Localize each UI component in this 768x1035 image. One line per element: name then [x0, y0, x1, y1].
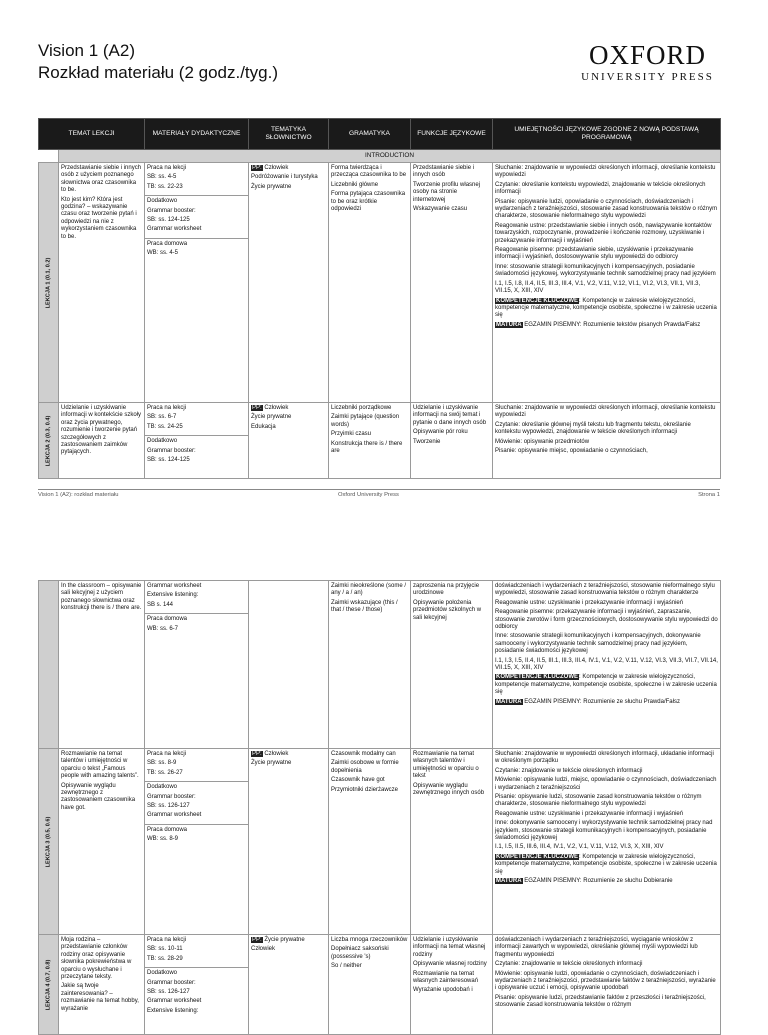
materials-line: Dodatkowo: [147, 784, 178, 791]
grammar-text: Dopełniacz saksoński (possessive 's): [331, 946, 389, 960]
materials-line: SB: ss. 8-9: [147, 760, 177, 767]
lesson-number: LEKCJA 2 (0.3, 0.4): [44, 415, 51, 466]
grammar-cell: [329, 935, 411, 1035]
key-competences-badge: KOMPETENCJE KLUCZOWE: [496, 297, 579, 304]
materials-cell: [145, 935, 249, 1035]
section-label: INTRODUCTION: [59, 150, 721, 163]
topic-cell: [59, 403, 145, 479]
skill-entry: Czytanie: określanie kontekstu wypowiedzi, znajdowanie w tekście określonych informacji: [495, 181, 706, 196]
materials-group: [145, 165, 248, 196]
footer-left: Vision 1 (A2): rozkład materiału: [38, 492, 119, 498]
materials-line: Grammar worksheet: [147, 998, 202, 1005]
col-header-vocab: TEMATYKA SŁOWNICTWO: [249, 119, 329, 150]
materials-line: Grammar booster:: [147, 207, 196, 214]
col-header-grammar: GRAMATYKA: [329, 119, 411, 150]
materials-line: Grammar worksheet: [147, 226, 202, 233]
materials-group: [145, 241, 248, 262]
col-header-functions: FUNKCJE JĘZYKOWE: [411, 119, 493, 150]
function-text: Rozmawianie na temat własnych talentów i umiejętności w oparciu o tekst: [413, 751, 479, 780]
materials-line: TB: ss. 22-23: [147, 183, 183, 190]
skill-entry: Reagowanie ustne: uzyskiwanie i przekazywanie informacji i wyjaśnień: [495, 810, 684, 817]
grammar-text: So / neither: [331, 963, 362, 970]
vocab-cell: [249, 403, 329, 479]
skill-entry: Słuchanie: znajdowanie w wypowiedzi określonych informacji, określanie kontekstu wypowiedzi: [495, 405, 716, 419]
lesson-number: LEKCJA 3 (0.5, 0.6): [44, 816, 51, 867]
functions-cell: [411, 163, 493, 403]
vocab-entry: PP: Człowiek: [252, 165, 289, 171]
functions-cell: [411, 403, 493, 479]
grammar-text: Przyimki czasu: [331, 431, 372, 438]
materials-line: Grammar worksheet: [147, 812, 202, 819]
skill-entry: doświadczeniach i wydarzeniach z teraźniejszości, stosowanie nieformalnego stylu wypowiedzi, stosowanie zasad konstruowania tekstów o różnym charakterze: [495, 583, 715, 597]
skill-entry: Słuchanie: znajdowanie w wypowiedzi określonych informacji, określanie kontekstu wypowiedzi: [495, 165, 716, 179]
grammar-cell: [329, 163, 411, 403]
document-title: [38, 40, 278, 84]
grammar-text: Forma twierdząca i przecząca czasownika to be: [331, 165, 407, 179]
functions-cell: [411, 935, 493, 1035]
vocab-cell: [249, 749, 329, 935]
curriculum-table-page-2: [38, 580, 721, 1035]
topic-text: In the classroom – opisywanie sali lekcyjnej z użyciem poznanego słownictwa oraz konstrukcji there is / there are.: [61, 583, 142, 612]
lesson-side-label: [39, 163, 59, 403]
core-curriculum-tag: PP:: [252, 405, 262, 411]
title-line-1: Vision 1 (A2): [38, 41, 136, 60]
grammar-text: Zaimki nieokreślone (some / any / a / an): [331, 583, 407, 597]
materials-line: Grammar worksheet: [147, 583, 202, 589]
skill-entry: Mówienie: opisywanie przedmiotów: [495, 438, 590, 445]
topic-cell: [59, 163, 145, 403]
materials-group: [145, 438, 248, 468]
materials-line: SB: ss. 6-7: [147, 414, 177, 421]
grammar-text: Zaimki osobowe w formie dopełnienia: [331, 760, 399, 774]
matura-badge: MATURA: [496, 878, 522, 885]
skill-entry: Reagowanie pisemne: przekazywanie informacji i wyjaśnień, zapraszanie, stosowanie zwrotów i form grzecznościowych, dostosowywanie stylu wypowiedzi do odbiorcy: [495, 609, 718, 631]
vocab-entry: PP: Człowiek: [252, 751, 289, 757]
lesson-row: [39, 749, 721, 935]
materials-line: SB: ss. 126-127: [147, 803, 190, 810]
key-competences-badge: KOMPETENCJE KLUCZOWE: [496, 674, 579, 681]
vocab-cell: [249, 581, 329, 749]
topic-cell: [59, 749, 145, 935]
materials-group: [145, 751, 248, 782]
materials-group: [145, 198, 248, 239]
vocab-entry: Podróżowanie i turystyka: [251, 174, 318, 181]
materials-line: SB: ss. 124-125: [147, 457, 190, 464]
grammar-text: Czasownik modalny can: [331, 751, 396, 757]
materials-line: Praca na lekcji: [147, 405, 187, 411]
materials-line: SB: ss. 10-11: [147, 946, 183, 953]
skill-entry: Mówienie: opisywanie ludzi, opowiadanie o czynnościach, doświadczeniach i wydarzeniach z teraźniejszości, przedstawianie faktów z teraźniejszości, wyrażanie i opisywanie uczuć i emocji, opisywanie upodobań: [495, 970, 716, 992]
materials-cell: [145, 581, 249, 749]
col-header-materials: MATERIAŁY DYDAKTYCZNE: [145, 119, 249, 150]
grammar-text: Liczebniki główne: [331, 181, 379, 188]
vocab-cell: [249, 163, 329, 403]
skill-entry: Słuchanie: znajdowanie w wypowiedzi określonych informacji, układanie informacji w określonym porządku: [495, 751, 714, 765]
materials-line: SB: ss. 4-5: [147, 174, 177, 181]
skill-entry: KOMPETENCJE KLUCZOWE: Kompetencje w zakresie wielojęzyczności, kompetencje matematyczne, kompetencje osobiste, społeczne i w zakresie uczenia się: [495, 674, 717, 696]
grammar-cell: [329, 581, 411, 749]
skill-entry: Inne: stosowanie strategii komunikacyjnych i kompensacyjnych, posiadanie świadomości językowej, wykorzystywanie technik samodzielnej pracy nad językiem: [495, 263, 716, 278]
materials-line: Dodatkowo: [147, 198, 178, 205]
core-curriculum-tag: PP:: [252, 937, 262, 943]
skill-entry: MATURA EGZAMIN PISEMNY: Rozumienie ze słuchu Prawda/Fałsz: [496, 698, 680, 705]
functions-cell: [411, 749, 493, 935]
skills-cell: [493, 403, 721, 479]
materials-line: Dodatkowo: [147, 970, 178, 977]
col-header-topic: TEMAT LEKCJI: [39, 119, 145, 150]
lesson-side-label: [39, 581, 59, 749]
materials-line: WB: ss. 8-9: [147, 836, 179, 843]
vocab-entry: Życie prywatne: [251, 414, 292, 421]
topic-cell: [59, 935, 145, 1035]
materials-cell: [145, 403, 249, 479]
function-text: Udzielanie i uzyskiwanie informacji na swój temat i pytanie o dane innych osób: [413, 405, 487, 426]
materials-line: Praca na lekcji: [147, 937, 187, 943]
topic-cell: [59, 581, 145, 749]
skill-entry: Czytanie: określanie głównej myśli tekstu lub fragmentu tekstu, określanie kontekstu wypowiedzi, znajdowanie w tekście określonych informacji: [495, 421, 691, 436]
function-text: Wyrażanie upodobań i: [413, 987, 473, 994]
materials-line: Praca domowa: [147, 240, 188, 247]
skill-entry: Czytanie: znajdowanie w tekście określonych informacji: [495, 767, 643, 774]
footer-center: Oxford University Press: [338, 492, 399, 498]
materials-line: TB: ss. 28-29: [147, 955, 183, 962]
skill-entry: Inne: stosowanie strategii komunikacyjnych i kompensacyjnych, dokonywanie samooceny i wykorzystywanie technik samodzielnej pracy nad językiem, posiadanie świadomości językowej: [495, 633, 701, 655]
function-text: Opisywanie pór roku: [413, 429, 468, 436]
vocab-entry: PP: Życie prywatne: [252, 937, 305, 943]
grammar-text: Czasownik have got: [331, 777, 385, 784]
logo-bottom: UNIVERSITY PRESS: [581, 71, 714, 83]
grammar-text: Zaimki wskazujące (this / that / these / those): [331, 599, 398, 614]
lesson-row: [39, 935, 721, 1035]
materials-group: [145, 784, 248, 825]
topic-text: Moja rodzina – przedstawianie członków rodziny oraz opisywanie słownika pokrewieństwa w oparciu o wysłuchane i przeczytane teksty.: [61, 937, 132, 981]
materials-group: [145, 616, 248, 637]
function-text: Opisywanie własnej rodziny: [413, 961, 487, 968]
skill-entry: I.1, I.5, I.8, II.4, II.5, III.3, III.4, V.1, V.2, V.11, V.12, VI.1, VI.2, VI.3, VII.1, VII.3, VII.15, X, XIII, XIV: [495, 280, 701, 295]
materials-line: Grammar booster:: [147, 447, 196, 454]
materials-line: Extensive listening:: [147, 1007, 199, 1014]
topic-text: Opisywanie wyglądu zewnętrznego z zastosowaniem czasownika have got.: [61, 782, 136, 811]
materials-line: SB: ss. 126-127: [147, 989, 190, 996]
materials-line: SB s. 144: [147, 601, 174, 608]
key-competences-badge: KOMPETENCJE KLUCZOWE: [496, 853, 579, 860]
materials-line: Praca domowa: [147, 826, 188, 833]
core-curriculum-tag: PP:: [252, 165, 262, 171]
grammar-text: Przymiotniki dzierżawcze: [331, 786, 399, 793]
function-text: Opisywanie położenia przedmiotów szkolnych w sali lekcyjnej: [413, 599, 482, 621]
skill-entry: doświadczeniach i wydarzeniach z teraźniejszości, wyciąganie wniosków z informacji zawartych w wypowiedzi, określanie głównej myśli wypowiedzi lub fragmentu wypowiedzi: [495, 937, 698, 958]
topic-text: Udzielanie i uzyskiwanie informacji w kontekście szkoły oraz życia prywatnego, rozumienie i tworzenie pytań szczegółowych z zastosowaniem zaimków pytających.: [61, 405, 142, 456]
function-text: Udzielanie i uzyskiwanie informacji na temat własnej rodziny: [413, 937, 486, 958]
skill-entry: KOMPETENCJE KLUCZOWE: Kompetencje w zakresie wielojęzyczności, kompetencje matematyczne, kompetencje osobiste, społeczne i w zakresie uczenia się: [495, 853, 717, 875]
skill-entry: Reagowanie ustne: uzyskiwanie i przekazywanie informacji i wyjaśnień: [495, 599, 684, 606]
page-footer: [38, 489, 720, 498]
materials-cell: [145, 163, 249, 403]
topic-text: Przedstawianie siebie i innych osób z użyciem poznanego słownictwa oraz czasownika to be.: [61, 165, 142, 194]
vocab-cell: [249, 935, 329, 1035]
vocab-entry: Edukacja: [251, 423, 276, 430]
column-header-row: [39, 119, 721, 150]
materials-line: Praca na lekcji: [147, 165, 187, 171]
lesson-row: [39, 163, 721, 403]
skill-entry: MATURA EGZAMIN PISEMNY: Rozumienie tekstów pisanych Prawda/Fałsz: [496, 321, 701, 328]
col-header-skills: UMIEJĘTNOŚCI JĘZYKOWE ZGODNE Z NOWĄ PODSTAWĄ PROGRAMOWĄ: [493, 119, 721, 150]
materials-line: Praca na lekcji: [147, 751, 187, 757]
materials-line: WB: ss. 4-5: [147, 250, 179, 257]
materials-line: SB: ss. 124-125: [147, 217, 190, 224]
function-text: Opisywanie wyglądu zewnętrznego innych osób: [413, 782, 485, 797]
skill-entry: I.1, I.5, II.5, III.6, III.4, IV.1, V.2, V.1, V.11, V.12, VI.3, X, XIII, XIV: [495, 844, 664, 851]
materials-line: TB: ss. 24-25: [147, 423, 183, 430]
grammar-cell: [329, 403, 411, 479]
vocab-entry: Życie prywatne: [251, 760, 292, 767]
materials-group: [145, 405, 248, 436]
skills-cell: [493, 163, 721, 403]
skill-entry: Pisanie: opisywanie ludzi, przedstawianie faktów z przeszłości i teraźniejszości, stosowanie zasad konstruowania tekstów o różnym: [495, 994, 706, 1009]
materials-line: TB: ss. 26-27: [147, 769, 183, 776]
materials-group: [145, 583, 248, 614]
skills-cell: [493, 581, 721, 749]
skills-cell: [493, 935, 721, 1035]
skill-entry: MATURA EGZAMIN PISEMNY: Rozumienie ze słuchu Dobieranie: [496, 878, 673, 885]
skill-entry: Reagowanie ustne: przedstawianie siebie i innych osób, nawiązywanie kontaktów towarzyskich, rozpoczynanie, prowadzenie i kończenie rozmowy, uzyskiwanie i przekazywanie informacji i wyjaśnień: [495, 222, 712, 244]
grammar-text: Forma pytająca czasownika to be oraz krótkie odpowiedzi: [331, 191, 406, 213]
section-row: [39, 150, 721, 163]
materials-group: [145, 937, 248, 968]
logo-top: OXFORD: [588, 40, 707, 70]
skills-cell: [493, 749, 721, 935]
topic-text: Kto jest kim? Która jest godzina? – wskazywanie czasu oraz tworzenie pytań i odpowiedzi na nie z wykorzystaniem czasownika to be.: [61, 196, 137, 240]
grammar-text: Zaimki pytające (question words): [331, 414, 400, 428]
lesson-side-label: [39, 935, 59, 1035]
title-line-2: Rozkład materiału (2 godz./tyg.): [38, 63, 278, 82]
materials-line: WB: ss. 6-7: [147, 625, 179, 632]
lesson-side-label: [39, 403, 59, 479]
lesson-row: [39, 403, 721, 479]
function-text: Rozmawianie na temat własnych zainteresowań: [413, 970, 479, 985]
lesson-number: LEKCJA 4 (0.7, 0.8): [44, 959, 51, 1010]
lesson-row: [39, 581, 721, 749]
skill-entry: I.1, I.3, I.5, II.4, II.5, III.1, III.3, III.4, IV.1, V.1, V.2, V.11, V.12, VI.3, VII.3, VII.7, VII.14, VII.15, X, XIII, XIV: [495, 657, 718, 672]
materials-cell: [145, 749, 249, 935]
materials-line: Extensive listening:: [147, 592, 199, 599]
materials-line: Grammar booster:: [147, 979, 196, 986]
functions-cell: [411, 581, 493, 749]
vocab-entry: Życie prywatne: [251, 183, 292, 190]
grammar-text: Konstrukcja there is / there are: [331, 440, 403, 455]
footer-page-number: Strona 1: [698, 492, 720, 498]
lesson-number: LEKCJA 1 (0.1, 0.2): [44, 257, 51, 308]
grammar-text: Liczebniki porządkowe: [331, 405, 392, 411]
materials-group: [145, 970, 248, 1019]
grammar-cell: [329, 749, 411, 935]
vocab-entry: Człowiek: [251, 946, 276, 953]
skill-entry: Reagowanie pisemne: przedstawianie siebie, uzyskiwanie i przekazywanie informacji i wyjaśnień, dostosowywanie stylu wypowiedzi do odbiorcy: [495, 247, 694, 261]
matura-badge: MATURA: [496, 698, 522, 705]
matura-badge: MATURA: [496, 321, 522, 328]
function-text: zaproszenia na przyjęcie urodzinowe: [413, 583, 480, 597]
topic-text: Jakie są twoje zainteresowania? – rozmawianie na temat hobby, wyrażanie: [61, 983, 139, 1012]
core-curriculum-tag: PP:: [252, 751, 262, 757]
materials-line: Praca domowa: [147, 616, 188, 623]
lesson-side-label: [39, 749, 59, 935]
skill-entry: Pisanie: opisywanie miejsc, opowiadanie o czynnościach,: [495, 448, 648, 455]
curriculum-table-page-1: [38, 118, 721, 479]
function-text: Przedstawianie siebie i innych osób: [413, 165, 475, 179]
skill-entry: Inne: dokonywanie samooceny i wykorzystywanie technik samodzielnej pracy nad językiem, stosowanie strategii komunikacyjnych i kompensacyjnych, posiadanie świadomości językowej: [495, 820, 713, 842]
skill-entry: Czytanie: znajdowanie w tekście określonych informacji: [495, 961, 643, 968]
topic-text: Rozmawianie na temat talentów i umiejętności w oparciu o tekst „Famous people with amazing talents”.: [61, 751, 139, 780]
materials-group: [145, 827, 248, 848]
skill-entry: Pisanie: opisywanie ludzi, opowiadanie o czynnościach, doświadczeniach i wydarzeniach z teraźniejszości, stosowanie zasad konstruowania tekstów o różnym charakterze, stosowanie nieformalnego stylu wypowiedzi: [495, 198, 718, 220]
skill-entry: Mówienie: opisywanie ludzi, miejsc, opowiadanie o czynnościach, doświadczeniach i wydarzeniach z teraźniejszości: [495, 777, 717, 791]
skill-entry: Pisanie: opisywanie ludzi, stosowanie zasad konstruowania tekstów o różnym charakterze, stosowanie nieformalnego stylu wypowiedzi: [495, 794, 702, 808]
function-text: Wskazywanie czasu: [413, 206, 468, 213]
vocab-entry: PP: Człowiek: [252, 405, 289, 411]
function-text: Tworzenie profilu własnej osoby na stronie internetowej: [413, 181, 481, 203]
skill-entry: KOMPETENCJE KLUCZOWE: Kompetencje w zakresie wielojęzyczności, kompetencje matematyczne, kompetencje osobiste, społeczne i w zakresie uczenia się: [495, 297, 717, 319]
grammar-text: Liczba mnoga rzeczowników: [331, 937, 408, 943]
materials-line: Dodatkowo: [147, 438, 178, 445]
function-text: Tworzenie: [413, 438, 441, 445]
materials-line: Grammar booster:: [147, 793, 196, 800]
oxford-logo: [575, 40, 720, 84]
